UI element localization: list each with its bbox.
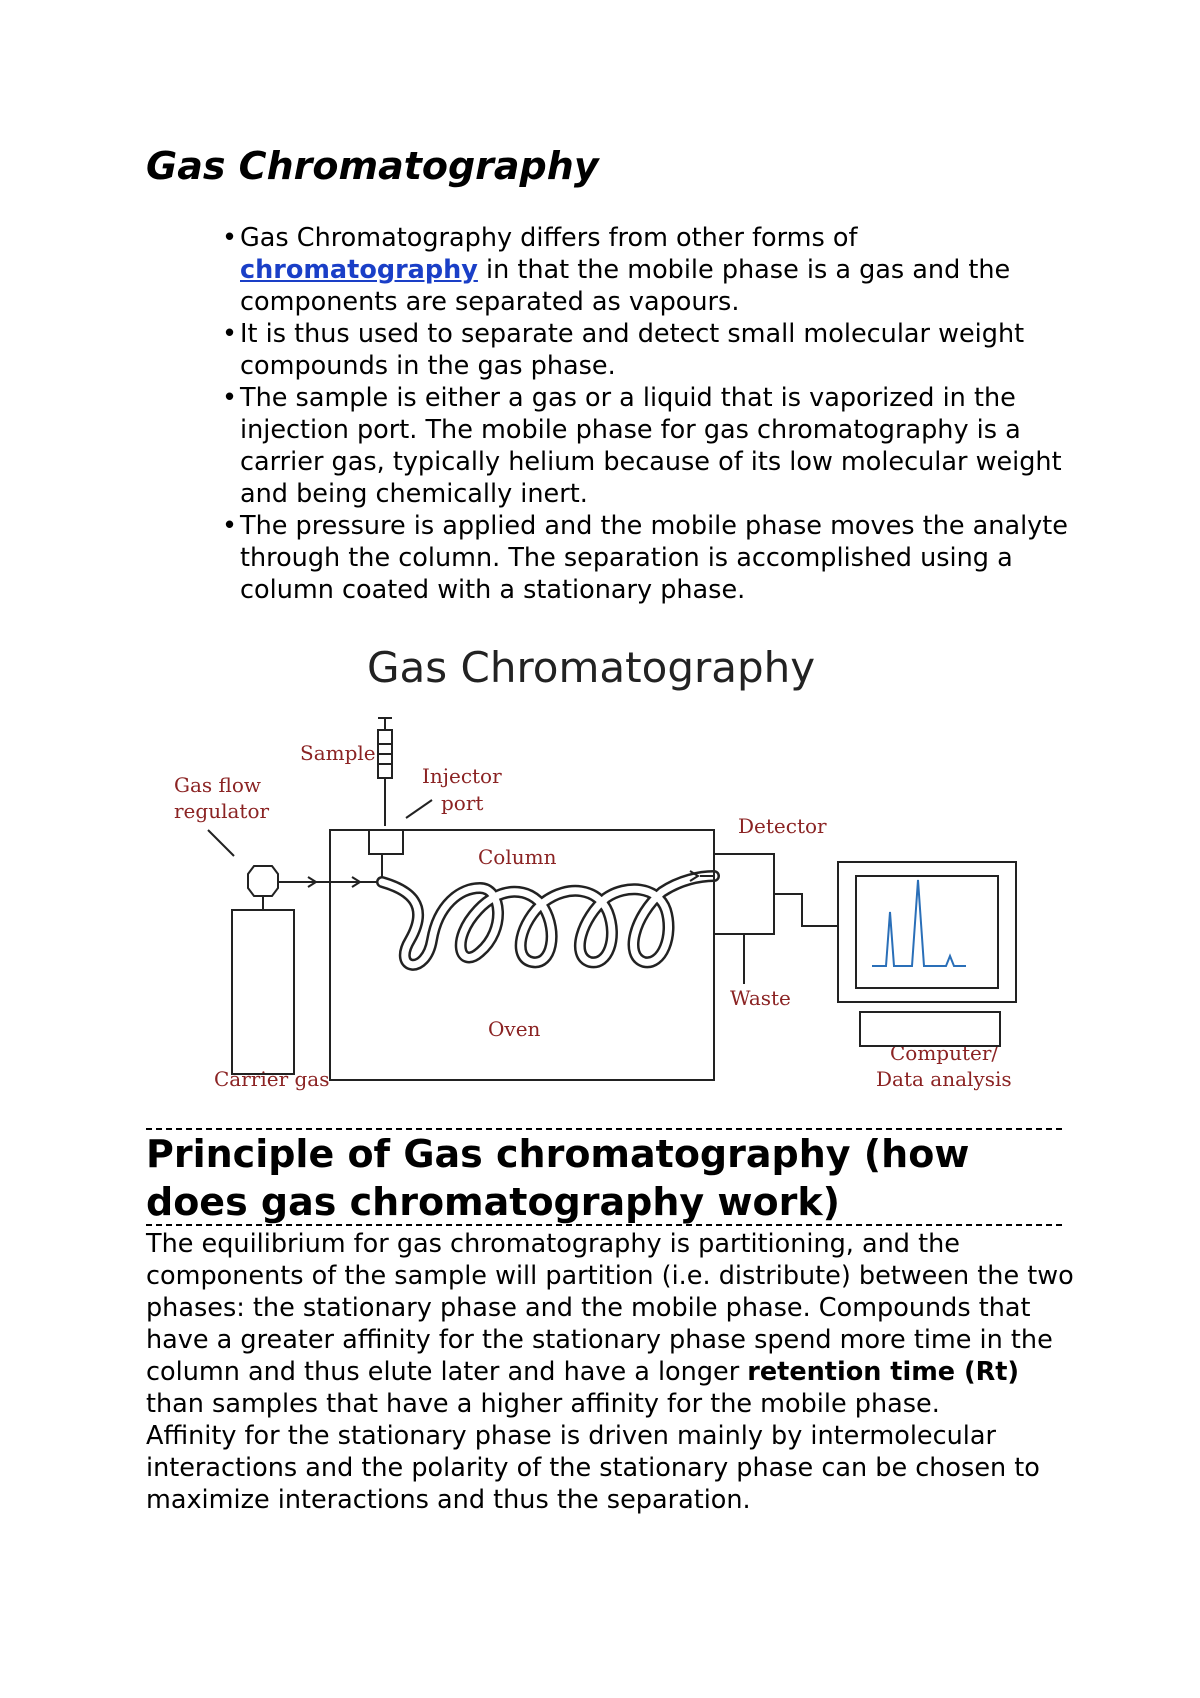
gc-diagram: [160, 640, 1060, 1120]
paragraph: Affinity for the stationary phase is driven mainly by intermolecular interactions and the polarity of the stationary phase can be chosen to maximize interactions and thus the separation.: [146, 1421, 1040, 1515]
section-heading: Principle of Gas chromatography (how does gas chromatography work): [146, 1132, 970, 1224]
injector-label: port: [441, 791, 484, 815]
injector-port: [369, 830, 403, 854]
list-item: [202, 222, 1082, 318]
carrier-gas-label: Carrier gas: [214, 1067, 330, 1091]
section-body: [146, 1228, 1076, 1516]
bullet-text: The sample is either a gas or a liquid that is vaporized in the injection port. The mobile phase for gas chromatography is a carrier gas, typically helium because of its low molecular weight and being chemically inert.: [240, 383, 1062, 509]
bullet-icon: •: [222, 319, 238, 349]
diagram-title: Gas Chromatography: [367, 643, 816, 692]
gas-flow-label: Gas flow: [174, 773, 262, 797]
bullet-icon: •: [222, 223, 238, 253]
divider: [146, 1224, 1062, 1226]
computer-label: Data analysis: [876, 1067, 1012, 1091]
bullet-icon: •: [222, 511, 238, 541]
paragraph-text: The equilibrium for gas chromatography is partitioning, and the components of the sample will partition (i.e. distribute) between the two phases: the stationary phase and the mobile phase. Compounds that have a greater affinity for the stationary phase spend more time in the column and thus elute later and have a longer: [146, 1229, 1074, 1387]
column-label: Column: [478, 845, 557, 869]
bullet-text: It is thus used to separate and detect small molecular weight compounds in the gas phase.: [240, 319, 1025, 381]
data-cable: [774, 894, 838, 926]
detector-box: [714, 854, 774, 934]
chromatogram-trace: [872, 880, 966, 966]
bullet-text: in that the mobile phase is a gas and the components are separated as vapours.: [240, 255, 1011, 317]
monitor-icon: [838, 862, 1016, 1046]
detector-label: Detector: [738, 814, 827, 838]
chromatography-link[interactable]: chromatography: [240, 255, 478, 285]
list-item: [202, 510, 1082, 606]
bullet-icon: •: [222, 383, 238, 413]
retention-time-term: retention time (Rt): [747, 1357, 1020, 1387]
list-item: [202, 318, 1082, 382]
paragraph-text: than samples that have a higher affinity for the mobile phase.: [146, 1389, 940, 1419]
waste-label: Waste: [730, 986, 791, 1010]
oven-label: Oven: [488, 1017, 541, 1041]
paragraph: [146, 1228, 1076, 1420]
list-item: [202, 382, 1082, 510]
gas-regulator-icon: [248, 866, 278, 910]
injector-label: Injector: [422, 764, 502, 788]
page-title: Gas Chromatography: [146, 144, 599, 188]
bullet-text: Gas Chromatography differs from other forms of: [240, 223, 858, 253]
carrier-gas-cylinder: [232, 910, 294, 1074]
syringe-icon: [378, 718, 392, 826]
bullet-list: [202, 222, 1082, 606]
bullet-text: The pressure is applied and the mobile phase moves the analyte through the column. The separation is accomplished using a column coated with a stationary phase.: [240, 511, 1068, 605]
computer-label: Computer/: [890, 1041, 999, 1065]
sample-label: Sample: [300, 741, 376, 765]
gas-flow-label: regulator: [174, 799, 270, 823]
